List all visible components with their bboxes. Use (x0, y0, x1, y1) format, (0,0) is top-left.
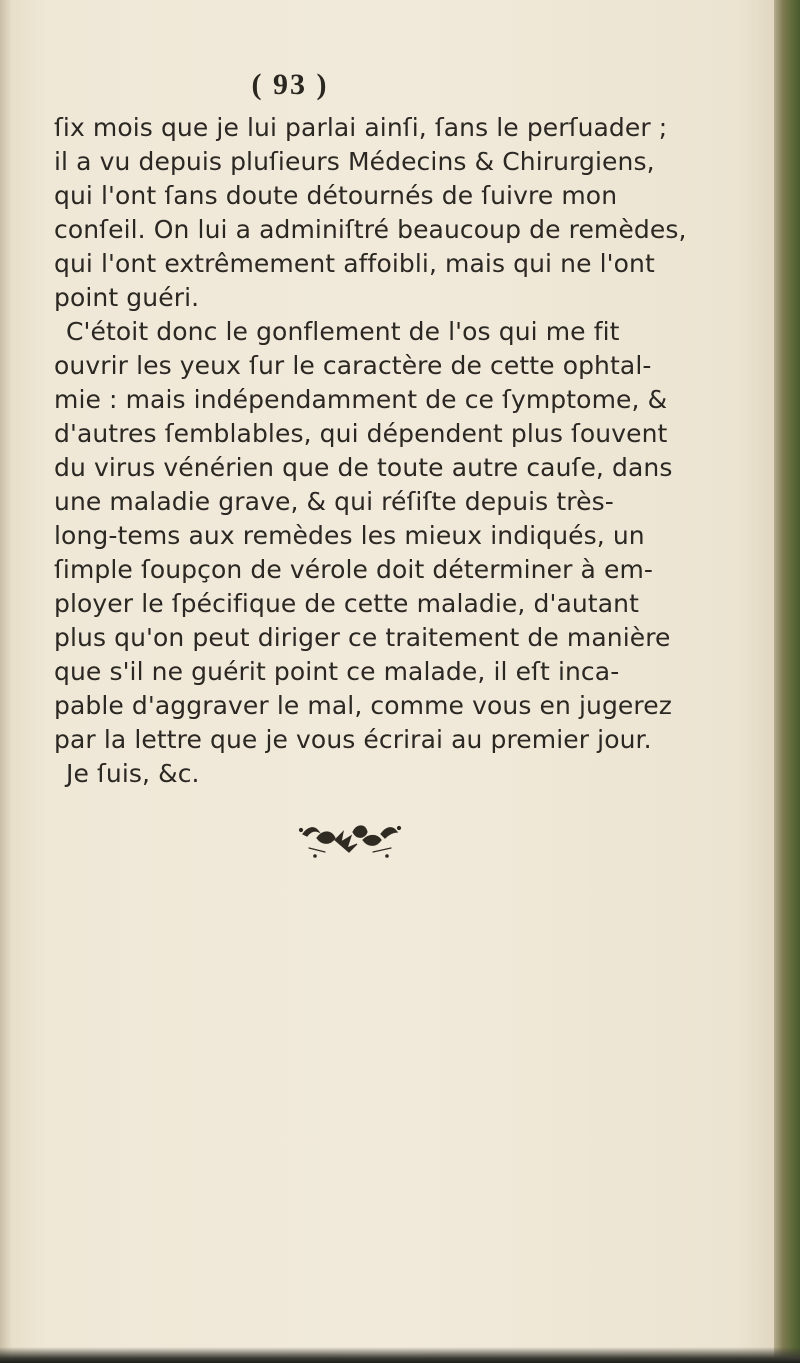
text-line: du virus vénérien que de toute autre cauſe, dans (54, 453, 673, 482)
text-line: ouvrir les yeux ſur le caractère de cette ophtal- (54, 351, 652, 380)
text-line: plus qu'on peut diriger ce traitement de manière (54, 623, 671, 652)
text-line: long-tems aux remèdes les mieux indiqués, un (54, 521, 645, 550)
page-bottom-edge (0, 1347, 800, 1363)
text-line: C'étoit donc le gonflement de l'os qui me fit (66, 317, 620, 346)
page-left-edge (0, 0, 12, 1363)
text-line: que s'il ne guérit point ce malade, il eſt inca- (54, 657, 620, 686)
text-line: pable d'aggraver le mal, comme vous en jugerez (54, 691, 672, 720)
page-right-edge (774, 0, 800, 1363)
text-line: par la lettre que je vous écrirai au premier jour. (54, 725, 652, 754)
text-line: qui l'ont extrêmement affoibli, mais qui ne l'ont (54, 249, 655, 278)
text-line: ployer le ſpécifique de cette maladie, d'autant (54, 589, 639, 618)
text-line: mie : mais indépendamment de ce ſymptome, & (54, 385, 668, 414)
text-line: il a vu depuis pluſieurs Médecins & Chirurgiens, (54, 147, 655, 176)
text-line: une maladie grave, & qui réſiſte depuis très- (54, 487, 614, 516)
page-number: ( 93 ) (251, 68, 329, 101)
body-text (54, 111, 774, 791)
text-line: conſeil. On lui a adminiſtré beaucoup de remèdes, (54, 215, 687, 244)
text-line: Je ſuis, &c. (66, 759, 200, 788)
text-line: qui l'ont ſans doute détournés de ſuivre mon (54, 181, 618, 210)
text-line: d'autres ſemblables, qui dépendent plus ſouvent (54, 419, 668, 448)
text-line: ſimple ſoupçon de vérole doit déterminer à em- (54, 555, 654, 584)
text-line: ſix mois que je lui parlai ainſi, ſans le perſuader ; (54, 113, 668, 142)
floral-ornament-icon (295, 818, 405, 860)
text-line: point guéri. (54, 283, 200, 312)
